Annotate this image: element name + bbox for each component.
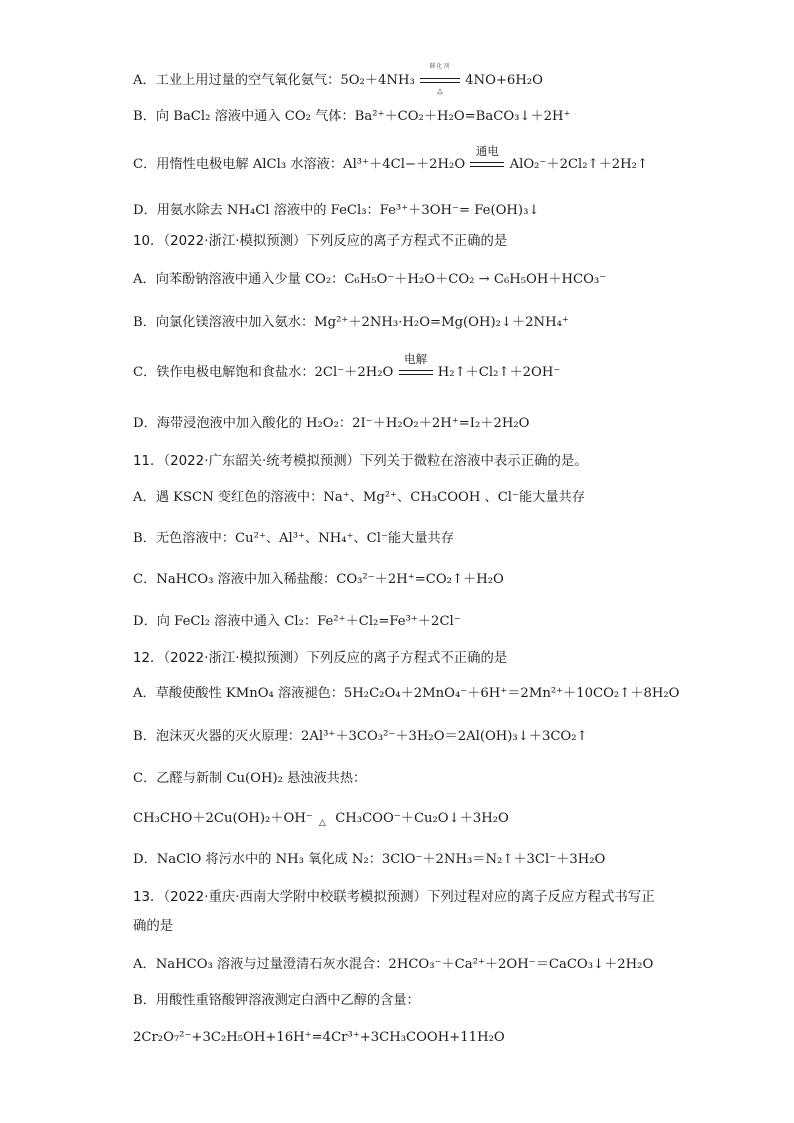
- condition-arrow: 催化剂 △: [420, 72, 460, 90]
- question-11: 11．（2022·广东韶关·统考模拟预测）下列关于微粒在溶液中表示正确的是。: [133, 454, 588, 469]
- option-text: C．铁作电极电解饱和食盐水：2Cl⁻＋2H₂O: [133, 365, 394, 380]
- q12-option-c: C．乙醛与新制 Cu(OH)₂ 悬浊液共热：: [133, 771, 367, 786]
- q11-option-d: D．向 FeCl₂ 溶液中通入 Cl₂：Fe²⁺＋Cl₂=Fe³⁺＋2Cl⁻: [133, 614, 461, 629]
- q11-option-c: C．NaHCO₃ 溶液中加入稀盐酸：CO₃²⁻＋2H⁺=CO₂↑＋H₂O: [133, 572, 504, 587]
- q13-option-b: B．用酸性重铬酸钾溶液测定白酒中乙醇的含量：: [133, 993, 420, 1008]
- option-a-air-oxidation: [133, 63, 543, 95]
- question-13-line1: 13．（2022·重庆·西南大学附中校联考模拟预测）下列过程对应的离子反应方程式书写正: [133, 890, 655, 905]
- q13-option-a: A．NaHCO₃ 溶液与过量澄清石灰水混合：2HCO₃⁻＋Ca²⁺＋2OH⁻＝CaCO₃↓＋2H₂O: [133, 957, 654, 972]
- question-13-line2: 确的是: [133, 919, 174, 934]
- q12-option-d: D．NaClO 将污水中的 NH₃ 氧化成 N₂：3ClO⁻＋2NH₃＝N₂↑＋3Cl⁻＋3H₂O: [133, 852, 606, 867]
- equation-lhs: CH₃CHO＋2Cu(OH)₂＋OH⁻: [133, 811, 313, 826]
- question-10: 10．（2022·浙江·模拟预测）下列反应的离子方程式不正确的是: [133, 234, 508, 249]
- q12-option-b: B．泡沫灭火器的灭火原理：2Al³⁺＋3CO₃²⁻＋3H₂O＝2Al(OH)₃↓＋3CO₂↑: [133, 729, 588, 744]
- q11-option-b: B．无色溶液中：Cu²⁺、Al³⁺、NH₄⁺、Cl⁻能大量共存: [133, 531, 454, 546]
- q10-option-c: [133, 352, 561, 382]
- option-d-ammonia: D．用氨水除去 NH₄Cl 溶液中的 FeCl₃：Fe³⁺＋3OH⁻= Fe(OH)₃↓: [133, 203, 540, 218]
- option-text: C．用惰性电极电解 AlCl₃ 水溶液：Al³⁺＋4Cl−＋2H₂O: [133, 157, 466, 172]
- condition-arrow: 通电: [470, 156, 504, 174]
- option-text: A．工业上用过量的空气氧化氨气：5O₂＋4NH₃: [133, 73, 415, 88]
- option-text-rhs: 4NO+6H₂O: [465, 73, 543, 88]
- option-text-rhs: H₂↑＋Cl₂↑＋2OH⁻: [437, 365, 561, 380]
- condition-arrow: 电解: [399, 364, 433, 382]
- option-b-bacl2: B．向 BaCl₂ 溶液中通入 CO₂ 气体：Ba²⁺＋CO₂＋H₂O=BaCO₃↓＋2H⁺: [133, 109, 571, 124]
- q11-option-a: A．遇 KSCN 变红色的溶液中：Na⁺、Mg²⁺、CH₃COOH 、Cl⁻能大量共存: [133, 490, 585, 505]
- q12-option-c-equation: CH₃CHO＋2Cu(OH)₂＋OH⁻ △ CH₃COO⁻＋Cu₂O↓＋3H₂O: [133, 811, 509, 828]
- q13-option-b-equation: 2Cr₂O₇²⁻+3C₂H₅OH+16H⁺=4Cr³⁺+3CH₃COOH+11H₂O: [133, 1030, 505, 1045]
- question-12: 12．（2022·浙江·模拟预测）下列反应的离子方程式不正确的是: [133, 651, 508, 666]
- option-text-rhs: AlO₂⁻＋2Cl₂↑＋2H₂↑: [509, 157, 649, 172]
- option-c-electrolysis: [133, 144, 649, 174]
- q10-option-d: D．海带浸泡液中加入酸化的 H₂O₂：2I⁻＋H₂O₂＋2H⁺=I₂＋2H₂O: [133, 416, 530, 431]
- q10-option-b: B．向氯化镁溶液中加入氨水：Mg²⁺＋2NH₃·H₂O=Mg(OH)₂↓＋2NH₄⁺: [133, 315, 569, 330]
- q12-option-a: A．草酸使酸性 KMnO₄ 溶液褪色：5H₂C₂O₄＋2MnO₄⁻＋6H⁺＝2Mn²⁺＋10CO₂↑＋8H₂O: [133, 686, 680, 701]
- q10-option-a: A．向苯酚钠溶液中通入少量 CO₂：C₆H₅O⁻＋H₂O＋CO₂ → C₆H₅OH＋HCO₃⁻: [133, 272, 607, 287]
- equation-rhs: CH₃COO⁻＋Cu₂O↓＋3H₂O: [335, 811, 509, 826]
